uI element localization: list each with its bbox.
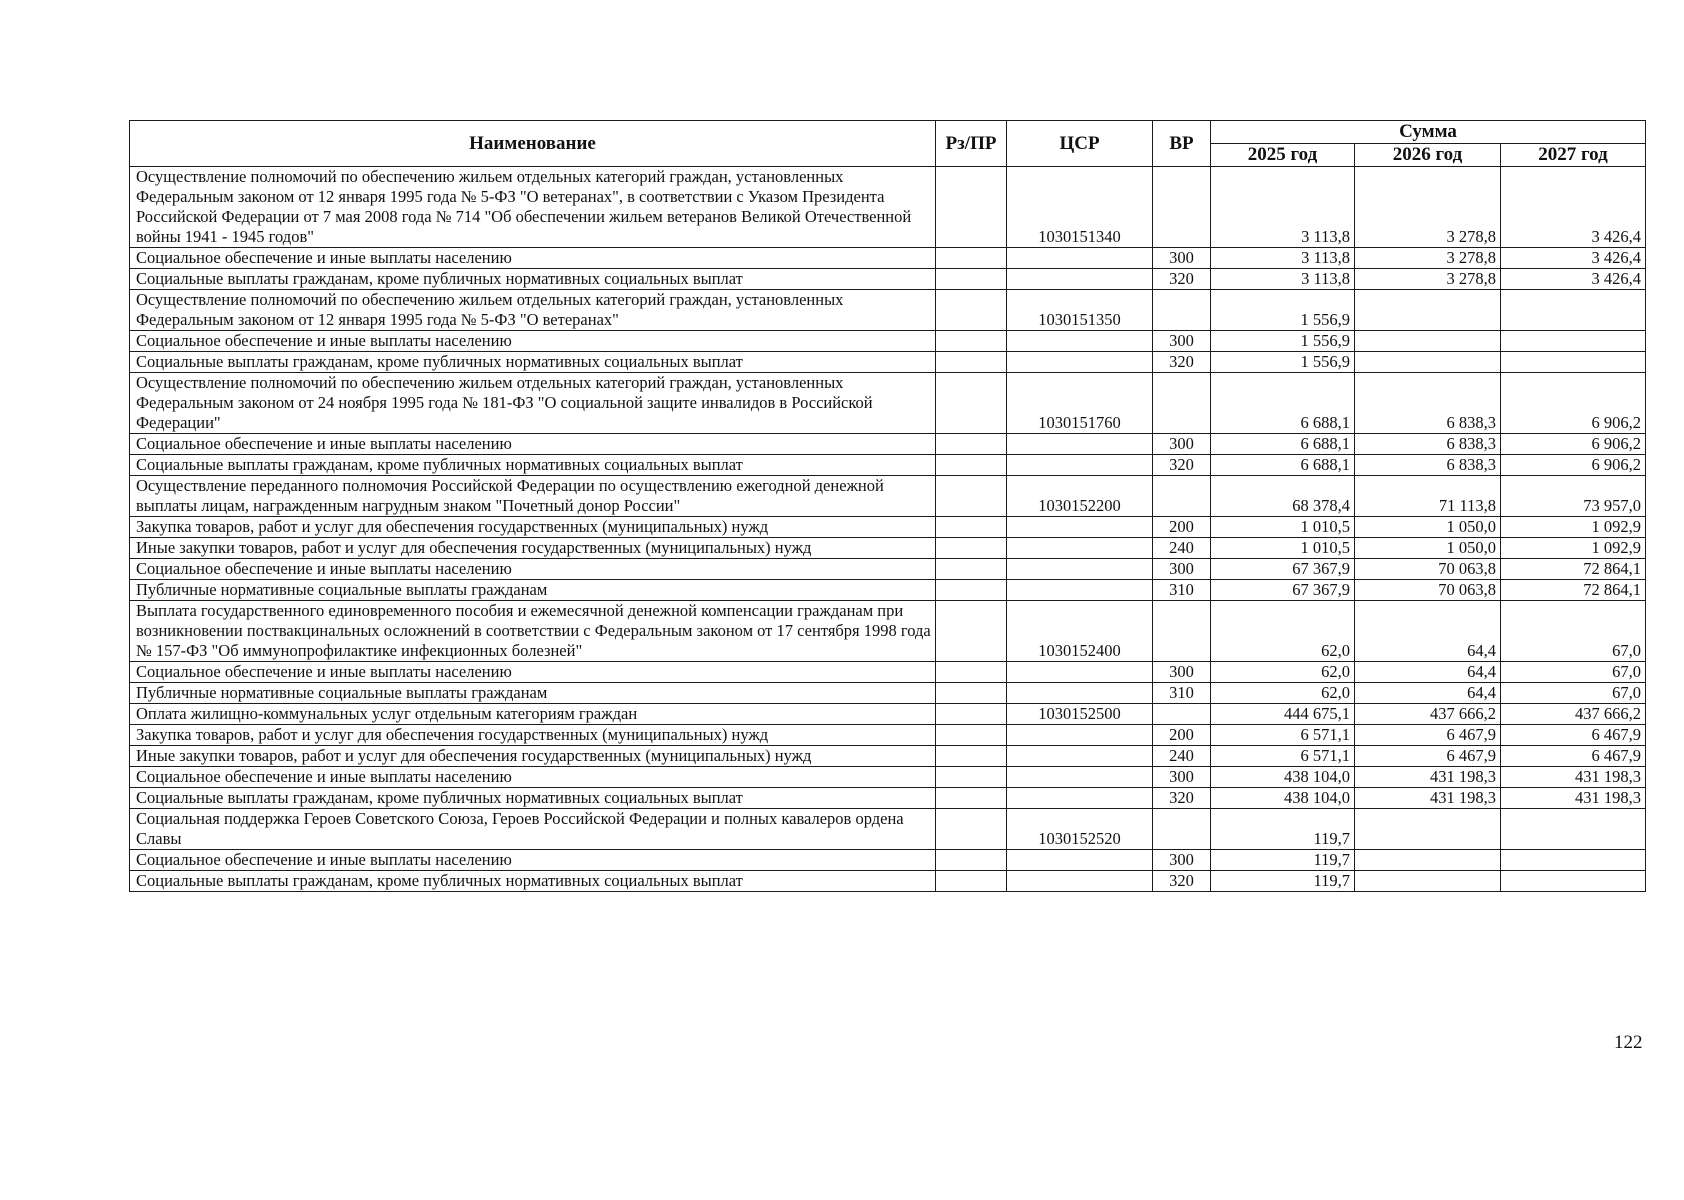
cell-csr: 1030152500 xyxy=(1007,704,1153,725)
cell-csr xyxy=(1007,850,1153,871)
cell-2027: 73 957,0 xyxy=(1501,476,1646,517)
table-header xyxy=(130,121,1646,167)
table-row xyxy=(130,871,1646,892)
cell-2025: 67 367,9 xyxy=(1211,559,1355,580)
cell-2027: 3 426,4 xyxy=(1501,269,1646,290)
table-row xyxy=(130,746,1646,767)
cell-rz-pr xyxy=(936,580,1007,601)
header-csr: ЦСР xyxy=(1007,121,1153,167)
cell-2026 xyxy=(1355,352,1501,373)
table-row xyxy=(130,248,1646,269)
cell-2027 xyxy=(1501,850,1646,871)
table-row xyxy=(130,476,1646,517)
cell-2026: 3 278,8 xyxy=(1355,248,1501,269)
cell-rz-pr xyxy=(936,373,1007,434)
table-row xyxy=(130,331,1646,352)
cell-csr xyxy=(1007,683,1153,704)
cell-csr: 1030151340 xyxy=(1007,167,1153,248)
cell-2025: 119,7 xyxy=(1211,850,1355,871)
cell-2027: 6 467,9 xyxy=(1501,746,1646,767)
cell-csr: 1030151350 xyxy=(1007,290,1153,331)
cell-2025: 68 378,4 xyxy=(1211,476,1355,517)
header-year-2026: 2026 год xyxy=(1355,144,1501,167)
cell-rz-pr xyxy=(936,331,1007,352)
cell-2027: 431 198,3 xyxy=(1501,767,1646,788)
cell-name: Социальные выплаты гражданам, кроме публичных нормативных социальных выплат xyxy=(130,788,936,809)
table-row xyxy=(130,809,1646,850)
cell-vr: 300 xyxy=(1153,767,1211,788)
cell-csr xyxy=(1007,767,1153,788)
cell-rz-pr xyxy=(936,788,1007,809)
cell-name: Социальное обеспечение и иные выплаты населению xyxy=(130,662,936,683)
table-row xyxy=(130,850,1646,871)
cell-name: Социальные выплаты гражданам, кроме публичных нормативных социальных выплат xyxy=(130,871,936,892)
header-sum: Сумма xyxy=(1211,121,1646,144)
cell-2027: 6 467,9 xyxy=(1501,725,1646,746)
cell-2025: 1 010,5 xyxy=(1211,517,1355,538)
cell-vr xyxy=(1153,167,1211,248)
cell-csr xyxy=(1007,538,1153,559)
cell-vr xyxy=(1153,373,1211,434)
budget-table xyxy=(129,120,1646,892)
cell-2027: 72 864,1 xyxy=(1501,580,1646,601)
table-row xyxy=(130,290,1646,331)
cell-2025: 3 113,8 xyxy=(1211,248,1355,269)
cell-vr: 320 xyxy=(1153,871,1211,892)
cell-vr: 300 xyxy=(1153,248,1211,269)
cell-2026: 6 467,9 xyxy=(1355,746,1501,767)
cell-2027 xyxy=(1501,331,1646,352)
cell-2027: 431 198,3 xyxy=(1501,788,1646,809)
cell-rz-pr xyxy=(936,434,1007,455)
cell-vr: 310 xyxy=(1153,580,1211,601)
cell-name: Социальные выплаты гражданам, кроме публичных нормативных социальных выплат xyxy=(130,352,936,373)
cell-name: Публичные нормативные социальные выплаты гражданам xyxy=(130,683,936,704)
cell-csr xyxy=(1007,352,1153,373)
cell-2025: 119,7 xyxy=(1211,871,1355,892)
cell-2027: 1 092,9 xyxy=(1501,517,1646,538)
cell-name: Социальное обеспечение и иные выплаты населению xyxy=(130,559,936,580)
cell-vr: 320 xyxy=(1153,788,1211,809)
cell-2025: 6 571,1 xyxy=(1211,725,1355,746)
cell-csr: 1030151760 xyxy=(1007,373,1153,434)
cell-2026 xyxy=(1355,331,1501,352)
cell-vr: 240 xyxy=(1153,538,1211,559)
cell-2026: 70 063,8 xyxy=(1355,559,1501,580)
cell-csr xyxy=(1007,455,1153,476)
cell-2025: 62,0 xyxy=(1211,662,1355,683)
header-vr: ВР xyxy=(1153,121,1211,167)
cell-vr: 320 xyxy=(1153,455,1211,476)
cell-rz-pr xyxy=(936,850,1007,871)
cell-vr: 320 xyxy=(1153,269,1211,290)
cell-rz-pr xyxy=(936,290,1007,331)
cell-2027: 1 092,9 xyxy=(1501,538,1646,559)
cell-rz-pr xyxy=(936,269,1007,290)
cell-name: Иные закупки товаров, работ и услуг для обеспечения государственных (муниципальных) нужд xyxy=(130,746,936,767)
cell-name: Социальные выплаты гражданам, кроме публичных нормативных социальных выплат xyxy=(130,269,936,290)
cell-name: Социальное обеспечение и иные выплаты населению xyxy=(130,434,936,455)
cell-vr: 300 xyxy=(1153,559,1211,580)
cell-2026 xyxy=(1355,809,1501,850)
cell-2026: 6 467,9 xyxy=(1355,725,1501,746)
cell-2027: 67,0 xyxy=(1501,683,1646,704)
table-row xyxy=(130,455,1646,476)
cell-rz-pr xyxy=(936,662,1007,683)
cell-csr: 1030152400 xyxy=(1007,601,1153,662)
cell-2027: 67,0 xyxy=(1501,662,1646,683)
cell-2027: 67,0 xyxy=(1501,601,1646,662)
table-row xyxy=(130,683,1646,704)
cell-rz-pr xyxy=(936,746,1007,767)
cell-csr xyxy=(1007,331,1153,352)
cell-2025: 1 556,9 xyxy=(1211,352,1355,373)
cell-rz-pr xyxy=(936,476,1007,517)
cell-rz-pr xyxy=(936,248,1007,269)
cell-name: Выплата государственного единовременного пособия и ежемесячной денежной компенсации гражданам при возникновении поствакцинальных осложнений в соответствии с Федеральным законом от 17 сентября 1998 года № 157-ФЗ "Об иммунопрофилактике инфекционных болезней" xyxy=(130,601,936,662)
table-row xyxy=(130,725,1646,746)
cell-csr xyxy=(1007,746,1153,767)
cell-2026: 6 838,3 xyxy=(1355,434,1501,455)
cell-2026: 431 198,3 xyxy=(1355,788,1501,809)
cell-vr xyxy=(1153,290,1211,331)
header-year-2027: 2027 год xyxy=(1501,144,1646,167)
cell-vr: 240 xyxy=(1153,746,1211,767)
cell-name: Социальная поддержка Героев Советского Союза, Героев Российской Федерации и полных кавалеров ордена Славы xyxy=(130,809,936,850)
cell-2026 xyxy=(1355,850,1501,871)
header-year-2025: 2025 год xyxy=(1211,144,1355,167)
cell-2026: 1 050,0 xyxy=(1355,517,1501,538)
cell-2027: 6 906,2 xyxy=(1501,434,1646,455)
cell-rz-pr xyxy=(936,725,1007,746)
cell-vr xyxy=(1153,809,1211,850)
cell-2025: 6 688,1 xyxy=(1211,373,1355,434)
cell-name: Оплата жилищно-коммунальных услуг отдельным категориям граждан xyxy=(130,704,936,725)
cell-2026: 64,4 xyxy=(1355,662,1501,683)
cell-rz-pr xyxy=(936,455,1007,476)
cell-name: Социальное обеспечение и иные выплаты населению xyxy=(130,331,936,352)
cell-vr: 320 xyxy=(1153,352,1211,373)
cell-2026: 71 113,8 xyxy=(1355,476,1501,517)
cell-csr: 1030152200 xyxy=(1007,476,1153,517)
table-row xyxy=(130,662,1646,683)
cell-2027 xyxy=(1501,809,1646,850)
cell-2025: 1 556,9 xyxy=(1211,290,1355,331)
header-name: Наименование xyxy=(130,121,936,167)
cell-2026: 437 666,2 xyxy=(1355,704,1501,725)
cell-name: Социальное обеспечение и иные выплаты населению xyxy=(130,850,936,871)
cell-csr: 1030152520 xyxy=(1007,809,1153,850)
cell-2026: 3 278,8 xyxy=(1355,167,1501,248)
cell-2027: 6 906,2 xyxy=(1501,455,1646,476)
table-row xyxy=(130,434,1646,455)
cell-csr xyxy=(1007,788,1153,809)
cell-csr xyxy=(1007,662,1153,683)
cell-csr xyxy=(1007,580,1153,601)
cell-vr xyxy=(1153,704,1211,725)
cell-2025: 1 010,5 xyxy=(1211,538,1355,559)
cell-csr xyxy=(1007,517,1153,538)
cell-name: Социальные выплаты гражданам, кроме публичных нормативных социальных выплат xyxy=(130,455,936,476)
table-row xyxy=(130,517,1646,538)
cell-csr xyxy=(1007,725,1153,746)
cell-2027 xyxy=(1501,871,1646,892)
cell-2027: 6 906,2 xyxy=(1501,373,1646,434)
cell-2026: 1 050,0 xyxy=(1355,538,1501,559)
cell-rz-pr xyxy=(936,167,1007,248)
cell-2026 xyxy=(1355,290,1501,331)
cell-csr xyxy=(1007,559,1153,580)
cell-vr: 200 xyxy=(1153,517,1211,538)
cell-2025: 119,7 xyxy=(1211,809,1355,850)
table-row xyxy=(130,704,1646,725)
table-row xyxy=(130,373,1646,434)
cell-csr xyxy=(1007,248,1153,269)
cell-rz-pr xyxy=(936,683,1007,704)
cell-vr: 300 xyxy=(1153,434,1211,455)
cell-2025: 67 367,9 xyxy=(1211,580,1355,601)
header-rz-pr: Рз/ПР xyxy=(936,121,1007,167)
cell-2025: 6 571,1 xyxy=(1211,746,1355,767)
table-row xyxy=(130,167,1646,248)
cell-name: Закупка товаров, работ и услуг для обеспечения государственных (муниципальных) нужд xyxy=(130,517,936,538)
cell-rz-pr xyxy=(936,871,1007,892)
table-row xyxy=(130,580,1646,601)
table-row xyxy=(130,601,1646,662)
table-row xyxy=(130,788,1646,809)
cell-2026: 431 198,3 xyxy=(1355,767,1501,788)
cell-name: Осуществление полномочий по обеспечению жильем отдельных категорий граждан, установленных Федеральным законом от 12 января 1995 года № 5-ФЗ "О ветеранах" xyxy=(130,290,936,331)
cell-2025: 438 104,0 xyxy=(1211,788,1355,809)
cell-2027: 72 864,1 xyxy=(1501,559,1646,580)
cell-2025: 3 113,8 xyxy=(1211,269,1355,290)
cell-name: Осуществление переданного полномочия Российской Федерации по осуществлению ежегодной денежной выплаты лицам, награжденным нагрудным знаком "Почетный донор России" xyxy=(130,476,936,517)
cell-2026: 6 838,3 xyxy=(1355,373,1501,434)
cell-rz-pr xyxy=(936,517,1007,538)
table-body xyxy=(130,167,1646,892)
cell-rz-pr xyxy=(936,767,1007,788)
cell-2027 xyxy=(1501,352,1646,373)
table-row xyxy=(130,269,1646,290)
cell-2025: 6 688,1 xyxy=(1211,434,1355,455)
table-row xyxy=(130,559,1646,580)
cell-2025: 62,0 xyxy=(1211,683,1355,704)
cell-rz-pr xyxy=(936,601,1007,662)
cell-2026: 6 838,3 xyxy=(1355,455,1501,476)
cell-2025: 444 675,1 xyxy=(1211,704,1355,725)
cell-2027: 3 426,4 xyxy=(1501,167,1646,248)
table-row xyxy=(130,352,1646,373)
cell-2025: 438 104,0 xyxy=(1211,767,1355,788)
cell-name: Осуществление полномочий по обеспечению жильем отдельных категорий граждан, установленных Федеральным законом от 12 января 1995 года № 5-ФЗ "О ветеранах", в соответствии с Указом Президента Российской Федерации от 7 мая 2008 года № 714 "Об обеспечении жильем ветеранов Великой Отечественной войны 1941 - 1945 годов" xyxy=(130,167,936,248)
cell-2025: 62,0 xyxy=(1211,601,1355,662)
page-number: 122 xyxy=(1614,1032,1643,1053)
cell-name: Иные закупки товаров, работ и услуг для обеспечения государственных (муниципальных) нужд xyxy=(130,538,936,559)
cell-vr: 200 xyxy=(1153,725,1211,746)
cell-2027: 437 666,2 xyxy=(1501,704,1646,725)
cell-2027: 3 426,4 xyxy=(1501,248,1646,269)
cell-2026: 64,4 xyxy=(1355,601,1501,662)
cell-rz-pr xyxy=(936,704,1007,725)
cell-2026: 3 278,8 xyxy=(1355,269,1501,290)
cell-vr: 310 xyxy=(1153,683,1211,704)
cell-vr xyxy=(1153,601,1211,662)
cell-rz-pr xyxy=(936,809,1007,850)
cell-vr: 300 xyxy=(1153,850,1211,871)
cell-csr xyxy=(1007,269,1153,290)
cell-name: Публичные нормативные социальные выплаты гражданам xyxy=(130,580,936,601)
cell-csr xyxy=(1007,434,1153,455)
cell-2025: 6 688,1 xyxy=(1211,455,1355,476)
table-row xyxy=(130,538,1646,559)
table-row xyxy=(130,767,1646,788)
cell-name: Закупка товаров, работ и услуг для обеспечения государственных (муниципальных) нужд xyxy=(130,725,936,746)
cell-vr xyxy=(1153,476,1211,517)
cell-2026: 64,4 xyxy=(1355,683,1501,704)
cell-vr: 300 xyxy=(1153,331,1211,352)
cell-vr: 300 xyxy=(1153,662,1211,683)
cell-rz-pr xyxy=(936,559,1007,580)
cell-rz-pr xyxy=(936,352,1007,373)
cell-2026 xyxy=(1355,871,1501,892)
cell-name: Социальное обеспечение и иные выплаты населению xyxy=(130,248,936,269)
cell-csr xyxy=(1007,871,1153,892)
cell-2027 xyxy=(1501,290,1646,331)
cell-name: Социальное обеспечение и иные выплаты населению xyxy=(130,767,936,788)
cell-2026: 70 063,8 xyxy=(1355,580,1501,601)
cell-2025: 1 556,9 xyxy=(1211,331,1355,352)
cell-name: Осуществление полномочий по обеспечению жильем отдельных категорий граждан, установленных Федеральным законом от 24 ноября 1995 года № 181-ФЗ "О социальной защите инвалидов в Российской Федерации" xyxy=(130,373,936,434)
cell-2025: 3 113,8 xyxy=(1211,167,1355,248)
cell-rz-pr xyxy=(936,538,1007,559)
